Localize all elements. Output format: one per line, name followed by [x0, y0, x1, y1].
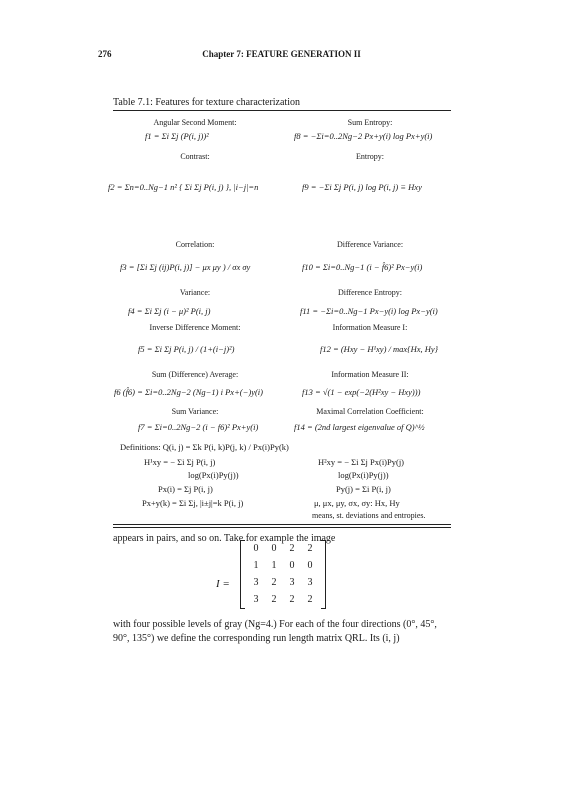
- table-top-rule: [113, 110, 451, 111]
- matrix-cell: 3: [253, 594, 259, 605]
- matrix-cell: 0: [271, 543, 277, 554]
- formula-f9: f9 = −Σi Σj P(i, j) log P(i, j) ≡ Hxy: [302, 182, 422, 192]
- definition-h1xy-log: log(Px(i)Py(j)): [188, 470, 239, 480]
- chapter-header: Chapter 7: FEATURE GENERATION II: [202, 49, 361, 59]
- table-bottom-rule-2: [113, 527, 451, 528]
- matrix-cell: 3: [307, 577, 313, 588]
- heading-sum-variance: Sum Variance:: [171, 407, 219, 416]
- matrix-cell: 2: [289, 543, 295, 554]
- heading-difference-entropy: Difference Entropy:: [337, 288, 403, 297]
- formula-f3: f3 = [Σi Σj (ij)P(i, j)] − μx μy ) / σx σy: [120, 262, 251, 272]
- matrix-cell: 0: [253, 543, 259, 554]
- table-caption: Table 7.1: Features for texture characterization: [113, 97, 300, 108]
- heading-information-measure-2: Information Measure II:: [331, 370, 409, 379]
- definition-h2xy-log: log(Px(i)Py(j)): [338, 470, 389, 480]
- matrix-label: I =: [216, 578, 230, 590]
- definition-h1xy: H¹xy = − Σi Σj P(i, j): [144, 457, 216, 467]
- definition-h2xy: H²xy = − Σi Σj Px(i)Py(j): [318, 457, 405, 467]
- matrix-cell: 3: [253, 577, 259, 588]
- heading-inverse-difference-moment: Inverse Difference Moment:: [149, 323, 241, 332]
- formula-f2: f2 = Σn=0..Ng−1 n² { Σi Σj P(i, j) }, |i−j|=n: [108, 182, 259, 192]
- matrix-row: [241, 540, 325, 557]
- body-paragraph-1: appears in pairs, and so on. Take for example the image: [113, 533, 336, 544]
- matrix-cell: 2: [307, 594, 313, 605]
- matrix-cell: 0: [289, 560, 295, 571]
- matrix-cell: 2: [271, 594, 277, 605]
- definition-pxy: Px+y(k) = Σi Σj, |i±j|=k P(i, j): [142, 498, 244, 508]
- body-paragraph-2: with four possible levels of gray (Ng=4.) For each of the four directions (0°, 45°, 90°, 135°) we define the corresponding run length matrix QRL. Its (i, j): [113, 619, 437, 644]
- matrix-row: [241, 557, 325, 574]
- formula-f6: f6 (f̂6) = Σi=0..2Ng−2 (Ng−1) i Px+(−)y(i): [114, 387, 263, 397]
- formula-f7: f7 = Σi=0..2Ng−2 (i − f6)² Px+y(i): [138, 422, 259, 432]
- formula-f13: f13 = √(1 − exp(−2(H²xy − Hxy))): [302, 387, 421, 397]
- matrix-cell: 3: [289, 577, 295, 588]
- formula-f14: f14 = (2nd largest eigenvalue of Q)^½: [294, 422, 425, 432]
- formula-f4: f4 = Σi Σj (i − μ)² P(i, j): [128, 306, 211, 316]
- formula-f8: f8 = −Σi=0..2Ng−2 Px+y(i) log Px+y(i): [294, 131, 433, 141]
- heading-contrast: Contrast:: [180, 152, 210, 161]
- heading-correlation: Correlation:: [175, 240, 215, 249]
- formula-f5: f5 = Σi Σj P(i, j) / (1+(i−j)²): [138, 344, 235, 354]
- matrix-cell: 2: [289, 594, 295, 605]
- matrix-cell: 1: [271, 560, 277, 571]
- matrix-cell: 2: [307, 543, 313, 554]
- heading-sum-difference-average: Sum (Difference) Average:: [151, 370, 239, 379]
- heading-entropy: Entropy:: [356, 152, 384, 161]
- matrix-cell: 0: [307, 560, 313, 571]
- definition-px: Px(i) = Σj P(i, j): [158, 484, 213, 494]
- formula-f10: f10 = Σi=0..Ng−1 (i − f̂6)² Px−y(i): [302, 262, 423, 272]
- definition-symbols: μ, μx, μy, σx, σy: Hx, Hy: [314, 498, 400, 508]
- heading-information-measure-1: Information Measure I:: [332, 323, 408, 332]
- heading-angular-second-moment: Angular Second Moment:: [153, 118, 237, 127]
- matrix-cell: 1: [253, 560, 259, 571]
- matrix-row: [241, 574, 325, 591]
- heading-difference-variance: Difference Variance:: [336, 240, 404, 249]
- formula-f12: f12 = (Hxy − H¹xy) / max{Hx, Hy}: [320, 344, 439, 354]
- matrix-cell: 2: [271, 577, 277, 588]
- formula-f1: f1 = Σi Σj (P(i, j))²: [145, 131, 209, 141]
- definition-py: Py(j) = Σi P(i, j): [336, 484, 391, 494]
- heading-variance: Variance:: [179, 288, 211, 297]
- page-number: 276: [98, 49, 112, 59]
- image-matrix: [240, 540, 326, 609]
- heading-maximal-correlation-coefficient: Maximal Correlation Coefficient:: [316, 407, 424, 416]
- formula-f11: f11 = −Σi=0..Ng−1 Px−y(i) log Px−y(i): [300, 306, 438, 316]
- definition-q: Definitions: Q(i, j) = Σk P(i, k)P(j, k) / Px(i)Py(k): [120, 442, 289, 452]
- heading-sum-entropy: Sum Entropy:: [347, 118, 393, 127]
- matrix-row: [241, 591, 325, 608]
- table-bottom-rule-1: [113, 524, 451, 525]
- definition-symbols-note: means, st. deviations and entropies.: [312, 511, 426, 520]
